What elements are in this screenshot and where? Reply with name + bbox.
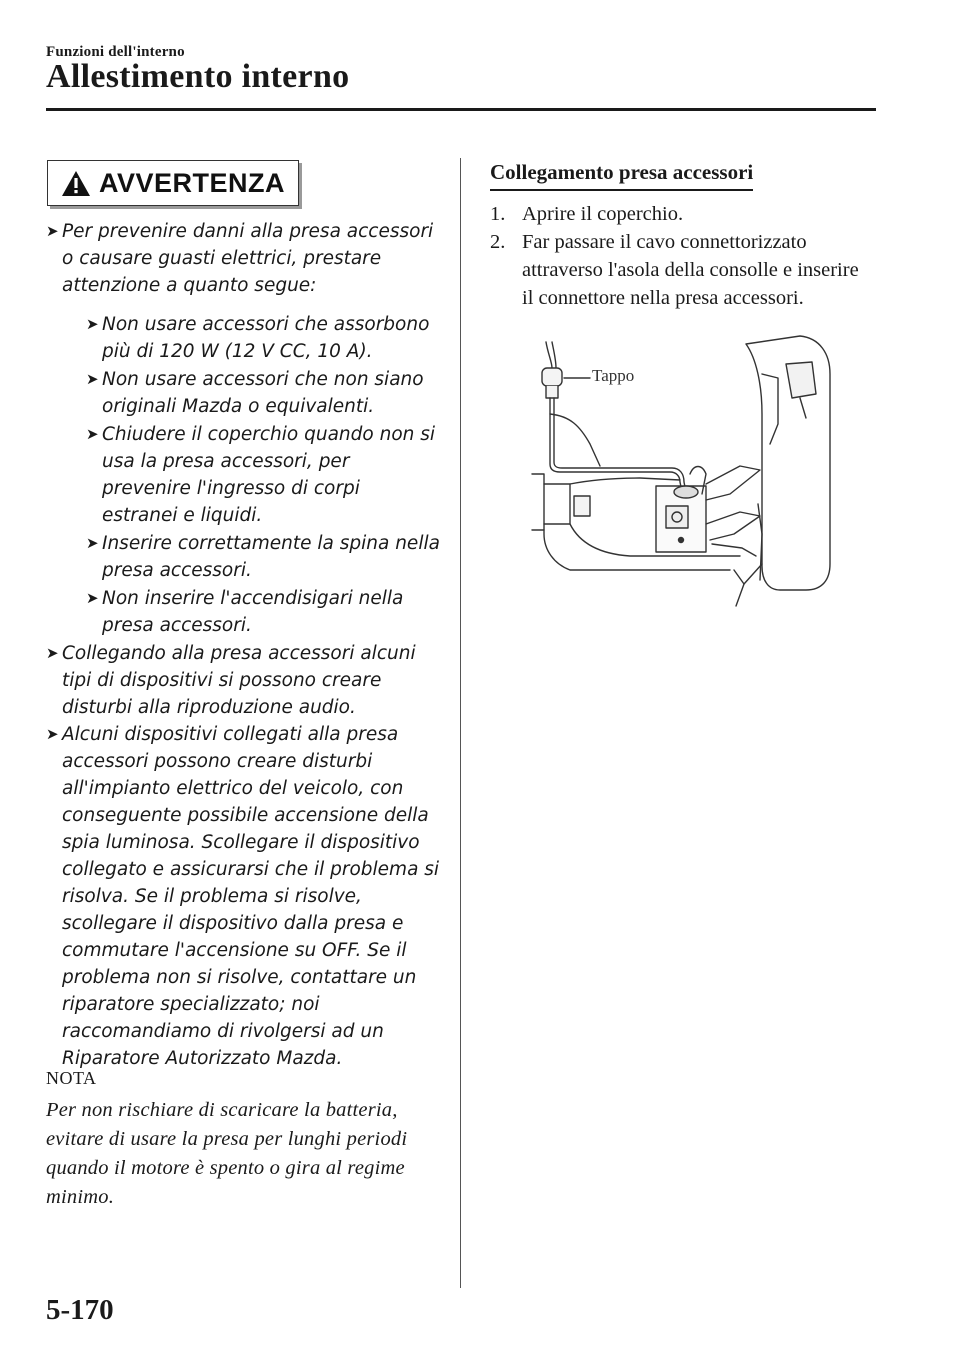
warning-subitem-text: Chiudere il coperchio quando non si usa la presa accessori, per prevenire l'ingresso di corpi estranei e liquidi. [102,424,436,526]
warning-item-text: Collegando alla presa accessori alcuni tipi di dispositivi si possono creare disturbi alla riproduzione audio. [62,643,416,718]
warning-box [47,160,299,206]
warning-subitem-text: Non usare accessori che assorbono più di 120 W (12 V CC, 10 A). [102,314,430,362]
arrow-bullet-icon: ➤ [86,315,99,333]
page-number: 5-170 [46,1294,114,1326]
step-text: Aprire il coperchio. [522,203,684,225]
warning-item [46,640,441,721]
warning-subitem [86,585,441,639]
steps-list [490,200,870,312]
warning-subitem-text: Inserire correttamente la spina nella presa accessori. [102,533,440,581]
arrow-bullet-icon: ➤ [86,589,99,607]
step-number: 2. [490,231,506,253]
warning-subitem-text: Non inserire l'accendisigari nella presa accessori. [102,588,404,636]
arrow-bullet-icon: ➤ [46,222,59,240]
warning-subitem [86,421,441,529]
warning-item [46,721,441,1072]
step-text: Far passare il cavo connettorizzato attraverso l'asola della consolle e inserire il connettore nella presa accessori. [522,231,859,309]
warning-triangle-icon [61,170,91,197]
warning-subitem-text: Non usare accessori che non siano originali Mazda o equivalenti. [102,369,424,417]
warning-item-text: Alcuni dispositivi collegati alla presa accessori possono creare disturbi all'impianto elettrico del veicolo, con conseguente possibile accensione della spia luminosa. Scollegare il dispositivo collegato e assicurarsi che il problema si risolva. Se il problema si risolve, scollegare il dispositivo dalla presa e commutare l'accensione su OFF. Se il problema non si risolve, contattare un riparatore specializzato; noi raccomandiamo di rivolgersi ad un Riparatore Autorizzato Mazda. [62,724,440,1069]
warning-subitem [86,530,441,584]
warning-list [46,218,441,1072]
arrow-bullet-icon: ➤ [86,534,99,552]
warning-title: AVVERTENZA [98,167,285,198]
warning-item-text: Per prevenire danni alla presa accessori o causare guasti elettrici, prestare attenzione a quanto segue: [62,221,434,296]
arrow-bullet-icon: ➤ [86,370,99,388]
column-divider [460,158,461,1288]
step-item [490,200,870,228]
arrow-bullet-icon: ➤ [46,644,59,662]
warning-sublist [86,311,441,639]
warning-subitem [86,366,441,420]
page-title: Allestimento interno [46,58,350,95]
title-rule [46,108,876,111]
warning-subitem [86,311,441,365]
note-text: Per non rischiare di scaricare la batteria, evitare di usare la presa per lunghi periodi quando il motore è spento o gira al regime minimo. [46,1099,408,1208]
arrow-bullet-icon: ➤ [86,425,99,443]
figure-label: Tappo [592,366,635,385]
subsection-heading: Collegamento presa accessori [490,160,753,191]
step-number: 1. [490,203,506,225]
arrow-bullet-icon: ➤ [46,725,59,743]
warning-item [46,218,441,639]
note-label: NOTA [46,1068,97,1088]
step-item [490,228,870,312]
console-illustration [530,334,840,614]
section-kicker: Funzioni dell'interno [46,44,185,60]
